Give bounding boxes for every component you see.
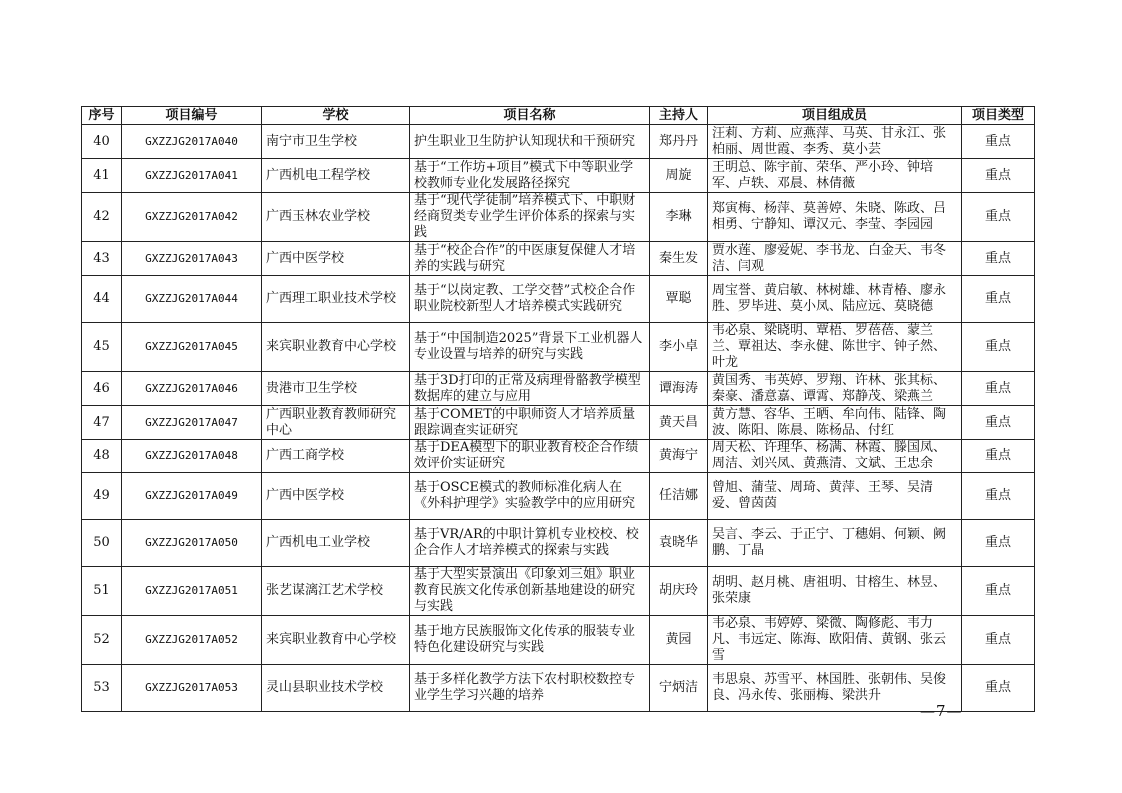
row-members: 吴言、李云、于正宁、丁穗娟、何颖、阙鹏、丁晶 — [708, 520, 962, 567]
row-host: 任洁娜 — [650, 473, 708, 520]
row-project-code: GXZZJG2017A046 — [122, 372, 262, 406]
row-host: 袁晓华 — [650, 520, 708, 567]
row-project-name: 基于3D打印的正常及病理骨骼教学模型数据库的建立与应用 — [410, 372, 650, 406]
row-members: 韦思泉、苏雪平、林国胜、张朝伟、吴俊良、冯永传、张丽梅、梁洪升 — [708, 665, 962, 712]
row-type: 重点 — [962, 372, 1035, 406]
row-project-name: 基于“工作坊+项目”模式下中等职业学校教师专业化发展路径探究 — [410, 159, 650, 193]
row-school: 广西工商学校 — [262, 440, 410, 473]
row-members: 曾旭、蒲莹、周琦、黄萍、王琴、吴清爱、曾茵茵 — [708, 473, 962, 520]
table-row — [82, 193, 1035, 242]
row-project-name: 基于“现代学徒制”培养模式下、中职财经商贸类专业学生评价体系的探索与实践 — [410, 193, 650, 242]
table-row — [82, 125, 1035, 159]
row-index: 47 — [82, 406, 122, 440]
row-type: 重点 — [962, 159, 1035, 193]
row-type: 重点 — [962, 616, 1035, 665]
row-index: 41 — [82, 159, 122, 193]
table-row — [82, 276, 1035, 323]
row-index: 53 — [82, 665, 122, 712]
row-project-name: 基于DEA模型下的职业教育校企合作绩效评价实证研究 — [410, 440, 650, 473]
table-row — [82, 242, 1035, 276]
row-project-name: 基于COMET的中职师资人才培养质量跟踪调查实证研究 — [410, 406, 650, 440]
row-project-name: 基于VR/AR的中职计算机专业校校、校企合作人才培养模式的探索与实践 — [410, 520, 650, 567]
header-members: 项目组成员 — [708, 107, 962, 125]
row-host: 谭海涛 — [650, 372, 708, 406]
row-type: 重点 — [962, 567, 1035, 616]
row-project-code: GXZZJG2017A050 — [122, 520, 262, 567]
row-school: 广西理工职业技术学校 — [262, 276, 410, 323]
row-project-name: 基于大型实景演出《印象刘三姐》职业教育民族文化传承创新基地建设的研究与实践 — [410, 567, 650, 616]
table-row — [82, 473, 1035, 520]
row-index: 46 — [82, 372, 122, 406]
row-host: 黄园 — [650, 616, 708, 665]
row-project-name: 护生职业卫生防护认知现状和干预研究 — [410, 125, 650, 159]
table-row — [82, 665, 1035, 712]
row-project-code: GXZZJG2017A044 — [122, 276, 262, 323]
row-project-code: GXZZJG2017A042 — [122, 193, 262, 242]
row-school: 南宁市卫生学校 — [262, 125, 410, 159]
row-project-name: 基于地方民族服饰文化传承的服装专业特色化建设研究与实践 — [410, 616, 650, 665]
row-project-code: GXZZJG2017A051 — [122, 567, 262, 616]
row-index: 50 — [82, 520, 122, 567]
row-host: 黄天昌 — [650, 406, 708, 440]
row-host: 郑丹丹 — [650, 125, 708, 159]
row-host: 宁炳洁 — [650, 665, 708, 712]
row-project-code: GXZZJG2017A049 — [122, 473, 262, 520]
row-school: 广西中医学校 — [262, 473, 410, 520]
row-members: 周宝誉、黄启敏、林树雄、林青椿、廖永胜、罗毕进、莫小凤、陆应远、莫晓德 — [708, 276, 962, 323]
row-project-name: 基于“以岗定教、工学交替”式校企合作职业院校新型人才培养模式实践研究 — [410, 276, 650, 323]
row-host: 李琳 — [650, 193, 708, 242]
header-host: 主持人 — [650, 107, 708, 125]
header-school: 学校 — [262, 107, 410, 125]
table-body — [82, 125, 1035, 712]
row-members: 王明总、陈宇前、荣华、严小玲、钟培军、卢轶、邓晨、林倩薇 — [708, 159, 962, 193]
row-index: 45 — [82, 323, 122, 372]
row-index: 48 — [82, 440, 122, 473]
row-type: 重点 — [962, 520, 1035, 567]
row-project-code: GXZZJG2017A043 — [122, 242, 262, 276]
row-host: 覃聪 — [650, 276, 708, 323]
row-host: 胡庆玲 — [650, 567, 708, 616]
row-school: 来宾职业教育中心学校 — [262, 323, 410, 372]
row-school: 广西机电工业学校 — [262, 520, 410, 567]
project-table — [81, 106, 1035, 712]
page-number: —7— — [920, 702, 963, 720]
row-type: 重点 — [962, 193, 1035, 242]
row-project-code: GXZZJG2017A040 — [122, 125, 262, 159]
row-host: 周旋 — [650, 159, 708, 193]
table-row — [82, 372, 1035, 406]
row-type: 重点 — [962, 473, 1035, 520]
row-project-code: GXZZJG2017A041 — [122, 159, 262, 193]
header-project-name: 项目名称 — [410, 107, 650, 125]
table-row — [82, 159, 1035, 193]
row-host: 秦生发 — [650, 242, 708, 276]
row-school: 广西职业教育教师研究中心 — [262, 406, 410, 440]
row-index: 51 — [82, 567, 122, 616]
row-project-code: GXZZJG2017A052 — [122, 616, 262, 665]
row-index: 42 — [82, 193, 122, 242]
table-row — [82, 406, 1035, 440]
row-school: 张艺谋漓江艺术学校 — [262, 567, 410, 616]
table-row — [82, 323, 1035, 372]
row-type: 重点 — [962, 323, 1035, 372]
header-type: 项目类型 — [962, 107, 1035, 125]
row-project-name: 基于多样化教学方法下农村职校数控专业学生学习兴趣的培养 — [410, 665, 650, 712]
row-members: 周天松、许理华、杨满、林霞、滕国凤、周洁、刘兴凤、黄燕清、文斌、王忠余 — [708, 440, 962, 473]
row-type: 重点 — [962, 406, 1035, 440]
header-project-code: 项目编号 — [122, 107, 262, 125]
row-members: 黄国秀、韦英婷、罗翔、许林、张其标、秦豪、潘意嘉、谭霄、郑静茂、梁燕兰 — [708, 372, 962, 406]
row-type: 重点 — [962, 125, 1035, 159]
row-type: 重点 — [962, 665, 1035, 712]
row-project-code: GXZZJG2017A048 — [122, 440, 262, 473]
table-row — [82, 520, 1035, 567]
row-members: 汪莉、方莉、应燕萍、马英、甘永江、张柏丽、周世霞、李秀、莫小芸 — [708, 125, 962, 159]
row-type: 重点 — [962, 276, 1035, 323]
row-project-name: 基于“中国制造2025”背景下工业机器人专业设置与培养的研究与实践 — [410, 323, 650, 372]
row-index: 44 — [82, 276, 122, 323]
row-project-code: GXZZJG2017A045 — [122, 323, 262, 372]
table-row — [82, 616, 1035, 665]
row-index: 43 — [82, 242, 122, 276]
row-host: 黄海宁 — [650, 440, 708, 473]
table-row — [82, 567, 1035, 616]
row-school: 广西机电工程学校 — [262, 159, 410, 193]
row-type: 重点 — [962, 440, 1035, 473]
row-school: 灵山县职业技术学校 — [262, 665, 410, 712]
row-school: 广西玉林农业学校 — [262, 193, 410, 242]
row-members: 韦必泉、韦婷婷、梁微、陶修彪、韦力凡、韦远定、陈海、欧阳倩、黄钢、张云雪 — [708, 616, 962, 665]
row-school: 贵港市卫生学校 — [262, 372, 410, 406]
row-members: 黄方慧、容华、王晒、牟向伟、陆锋、陶波、陈阳、陈晨、陈杨品、付红 — [708, 406, 962, 440]
row-type: 重点 — [962, 242, 1035, 276]
row-index: 49 — [82, 473, 122, 520]
row-project-code: GXZZJG2017A047 — [122, 406, 262, 440]
row-members: 贾水莲、廖爱妮、李书龙、白金天、韦冬洁、闫观 — [708, 242, 962, 276]
row-members: 胡明、赵月桃、唐祖明、甘榕生、林昱、张荣康 — [708, 567, 962, 616]
row-index: 52 — [82, 616, 122, 665]
header-index: 序号 — [82, 107, 122, 125]
table-row — [82, 440, 1035, 473]
row-project-name: 基于OSCE模式的教师标准化病人在《外科护理学》实验教学中的应用研究 — [410, 473, 650, 520]
row-host: 李小卓 — [650, 323, 708, 372]
row-project-name: 基于“校企合作”的中医康复保健人才培养的实践与研究 — [410, 242, 650, 276]
row-members: 郑寅梅、杨萍、莫善婷、朱晓、陈政、吕相勇、宁静知、谭汉元、李莹、李园园 — [708, 193, 962, 242]
row-index: 40 — [82, 125, 122, 159]
row-members: 韦必泉、梁晓明、覃梧、罗蓓蓓、蒙兰兰、覃祖达、李永健、陈世宇、钟子然、叶龙 — [708, 323, 962, 372]
row-school: 来宾职业教育中心学校 — [262, 616, 410, 665]
row-school: 广西中医学校 — [262, 242, 410, 276]
table-header-row — [82, 107, 1035, 125]
row-project-code: GXZZJG2017A053 — [122, 665, 262, 712]
